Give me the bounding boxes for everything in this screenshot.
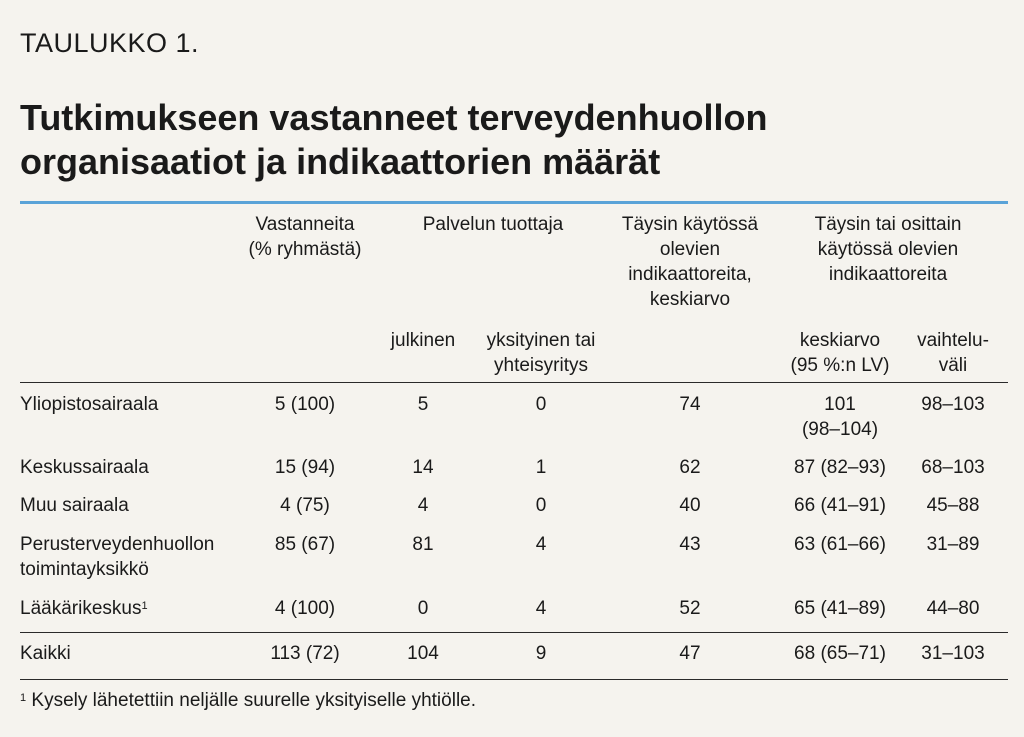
page-title bbox=[20, 96, 1000, 184]
row-mean: 63 (61–66) bbox=[794, 534, 886, 555]
total-full: 47 bbox=[679, 643, 701, 664]
row-full: 40 bbox=[679, 495, 701, 516]
header-range: vaihtelu- väli bbox=[917, 330, 989, 376]
title-line-1: Tutkimukseen vastanneet terveydenhuollon bbox=[20, 97, 768, 138]
total-public: 104 bbox=[407, 643, 439, 664]
row-mean: 101 (98–104) bbox=[801, 394, 879, 440]
row-range: 44–80 bbox=[926, 598, 980, 619]
header-private: yksityinen tai yhteisyritys bbox=[486, 330, 596, 376]
row-public: 0 bbox=[417, 598, 429, 619]
row-name: Keskussairaala bbox=[20, 457, 149, 478]
row-range: 68–103 bbox=[921, 457, 985, 478]
total-name: Kaikki bbox=[20, 643, 71, 664]
footnote bbox=[20, 688, 476, 713]
row-respondents: 5 (100) bbox=[274, 394, 336, 415]
total-respondents: 113 (72) bbox=[270, 643, 340, 664]
row-range: 45–88 bbox=[926, 495, 980, 516]
footnote-number: 1 bbox=[20, 692, 27, 704]
row-respondents: 85 (67) bbox=[274, 534, 336, 555]
total-divider bbox=[20, 632, 1008, 633]
table-label: TAULUKKO 1. bbox=[20, 28, 200, 58]
row-range: 31–89 bbox=[926, 534, 980, 555]
total-private: 9 bbox=[535, 643, 547, 664]
row-full: 74 bbox=[679, 394, 701, 415]
row-respondents: 15 (94) bbox=[274, 457, 336, 478]
row-public: 5 bbox=[417, 394, 429, 415]
header-divider bbox=[20, 382, 1008, 383]
row-respondents: 4 (75) bbox=[280, 495, 330, 516]
bottom-divider bbox=[20, 679, 1008, 680]
row-name: Muu sairaala bbox=[20, 495, 129, 516]
row-private: 0 bbox=[535, 394, 547, 415]
row-private: 1 bbox=[535, 457, 547, 478]
row-mean: 87 (82–93) bbox=[794, 457, 886, 478]
total-range: 31–103 bbox=[921, 643, 985, 664]
row-full: 52 bbox=[679, 598, 701, 619]
header-public: julkinen bbox=[390, 330, 456, 351]
header-mean: keskiarvo (95 %:n LV) bbox=[790, 330, 890, 376]
footnote-marker: 1 bbox=[141, 600, 148, 612]
row-full: 62 bbox=[679, 457, 701, 478]
row-mean: 65 (41–89) bbox=[794, 598, 886, 619]
row-public: 81 bbox=[412, 534, 434, 555]
row-private: 0 bbox=[535, 495, 547, 516]
row-full: 43 bbox=[679, 534, 701, 555]
top-divider bbox=[20, 201, 1008, 204]
row-private: 4 bbox=[535, 534, 547, 555]
row-respondents: 4 (100) bbox=[274, 598, 336, 619]
row-name: Yliopistosairaala bbox=[20, 394, 159, 415]
row-private: 4 bbox=[535, 598, 547, 619]
row-mean: 66 (41–91) bbox=[794, 495, 886, 516]
row-name: Perusterveydenhuollon toimintayksikkö bbox=[20, 534, 215, 580]
title-line-2: organisaatiot ja indikaattorien määrät bbox=[20, 141, 661, 182]
row-public: 4 bbox=[417, 495, 429, 516]
row-public: 14 bbox=[412, 457, 434, 478]
row-name: Lääkärikeskus$^1$ bbox=[20, 598, 148, 619]
total-mean: 68 (65–71) bbox=[794, 643, 886, 664]
header-respondents: Vastanneita (% ryhmästä) bbox=[248, 214, 362, 260]
header-provider: Palvelun tuottaja bbox=[422, 214, 564, 235]
row-range: 98–103 bbox=[921, 394, 985, 415]
header-partial-indicators: Täysin tai osittain käytössä olevien indikaattoreita bbox=[814, 214, 962, 285]
header-full-indicators: Täysin käytössä olevien indikaattoreita, keskiarvo bbox=[621, 214, 759, 310]
footnote-text: Kysely lähetettiin neljälle suurelle yksityiselle yhtiölle. bbox=[31, 690, 477, 711]
